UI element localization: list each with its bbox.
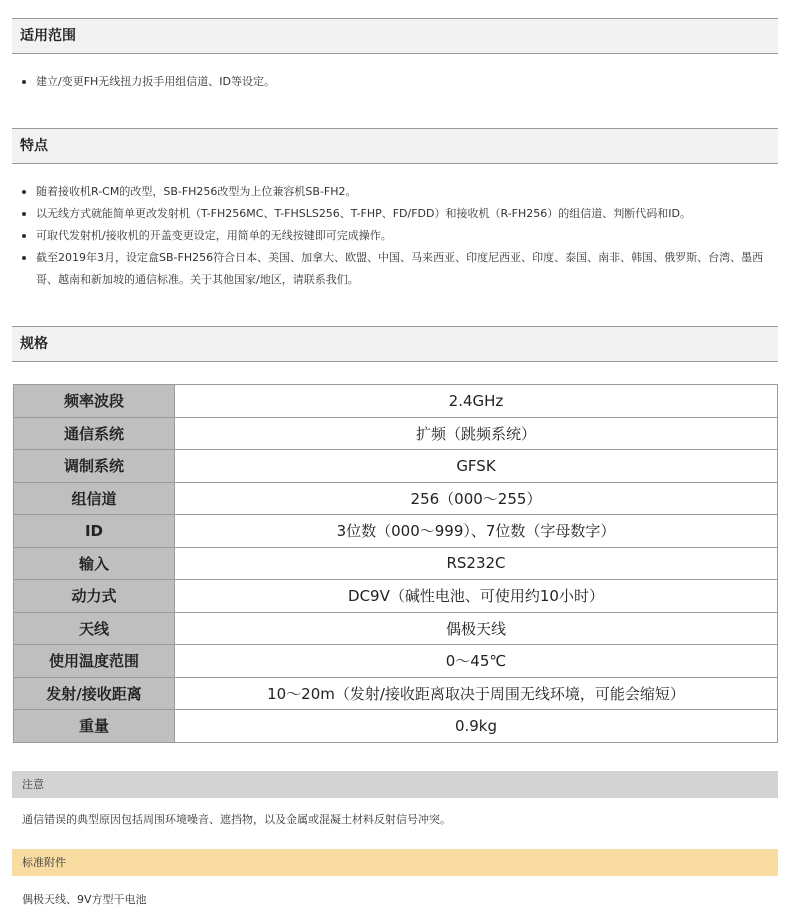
accessories-text: 偶极天线、9V方型干电池 [22, 893, 147, 906]
spec-value: 0.9kg [175, 710, 778, 743]
feature-item: 以无线方式就能简单更改发射机（T-FH256MC、T-FHSLS256、T-FHP、FD/FDD）和接收机（R-FH256）的组信道、判断代码和ID。 [20, 203, 770, 225]
notice-text: 通信错误的典型原因包括周围环境噪音、遮挡物，以及金属或混凝土材料反射信号冲突。 [22, 813, 451, 826]
spec-key: 通信系统 [14, 417, 175, 450]
spec-value: DC9V（碱性电池、可使用约10小时） [175, 580, 778, 613]
spec-key: 输入 [14, 547, 175, 580]
table-row [14, 645, 778, 678]
feature-item: 可取代发射机/接收机的开盖变更设定，用简单的无线按键即可完成操作。 [20, 225, 770, 247]
spec-value: 3位数（000～999）、7位数（字母数字） [175, 515, 778, 548]
spec-value: 10～20m（发射/接收距离取决于周围无线环境，可能会缩短） [175, 677, 778, 710]
accessories-title: 标准附件 [12, 849, 778, 876]
table-row [14, 612, 778, 645]
spec-value: 256（000～255） [175, 482, 778, 515]
table-row [14, 450, 778, 483]
spec-key: 频率波段 [14, 385, 175, 418]
spec-key: 使用温度范围 [14, 645, 175, 678]
scope-list [20, 71, 770, 93]
spec-section-title: 规格 [12, 326, 778, 362]
spec-key: ID [14, 515, 175, 548]
table-row [14, 515, 778, 548]
table-row [14, 385, 778, 418]
spec-value: RS232C [175, 547, 778, 580]
spec-table [13, 384, 778, 743]
table-row [14, 417, 778, 450]
notice-title: 注意 [12, 771, 778, 798]
spec-key: 组信道 [14, 482, 175, 515]
scope-section-title: 适用范围 [12, 18, 778, 54]
features-section-title: 特点 [12, 128, 778, 164]
spec-value: 0～45℃ [175, 645, 778, 678]
feature-item: 截至2019年3月，设定盒SB-FH256符合日本、美国、加拿大、欧盟、中国、马来西亚、印度尼西亚、印度、泰国、南非、韩国、俄罗斯、台湾、墨西哥、越南和新加坡的通信标准。关于其他国家/地区，请联系我们。 [20, 247, 770, 291]
spec-value: 偶极天线 [175, 612, 778, 645]
spec-key: 重量 [14, 710, 175, 743]
table-row [14, 482, 778, 515]
feature-item: 随着接收机R-CM的改型，SB-FH256改型为上位兼容机SB-FH2。 [20, 181, 770, 203]
spec-value: 2.4GHz [175, 385, 778, 418]
scope-item: 建立/变更FH无线扭力扳手用组信道、ID等设定。 [20, 71, 770, 93]
table-row [14, 547, 778, 580]
spec-key: 动力式 [14, 580, 175, 613]
spec-key: 发射/接收距离 [14, 677, 175, 710]
spec-key: 天线 [14, 612, 175, 645]
spec-value: 扩频（跳频系统） [175, 417, 778, 450]
spec-key: 调制系统 [14, 450, 175, 483]
table-row [14, 710, 778, 743]
spec-value: GFSK [175, 450, 778, 483]
table-row [14, 677, 778, 710]
table-row [14, 580, 778, 613]
features-list [20, 181, 770, 291]
